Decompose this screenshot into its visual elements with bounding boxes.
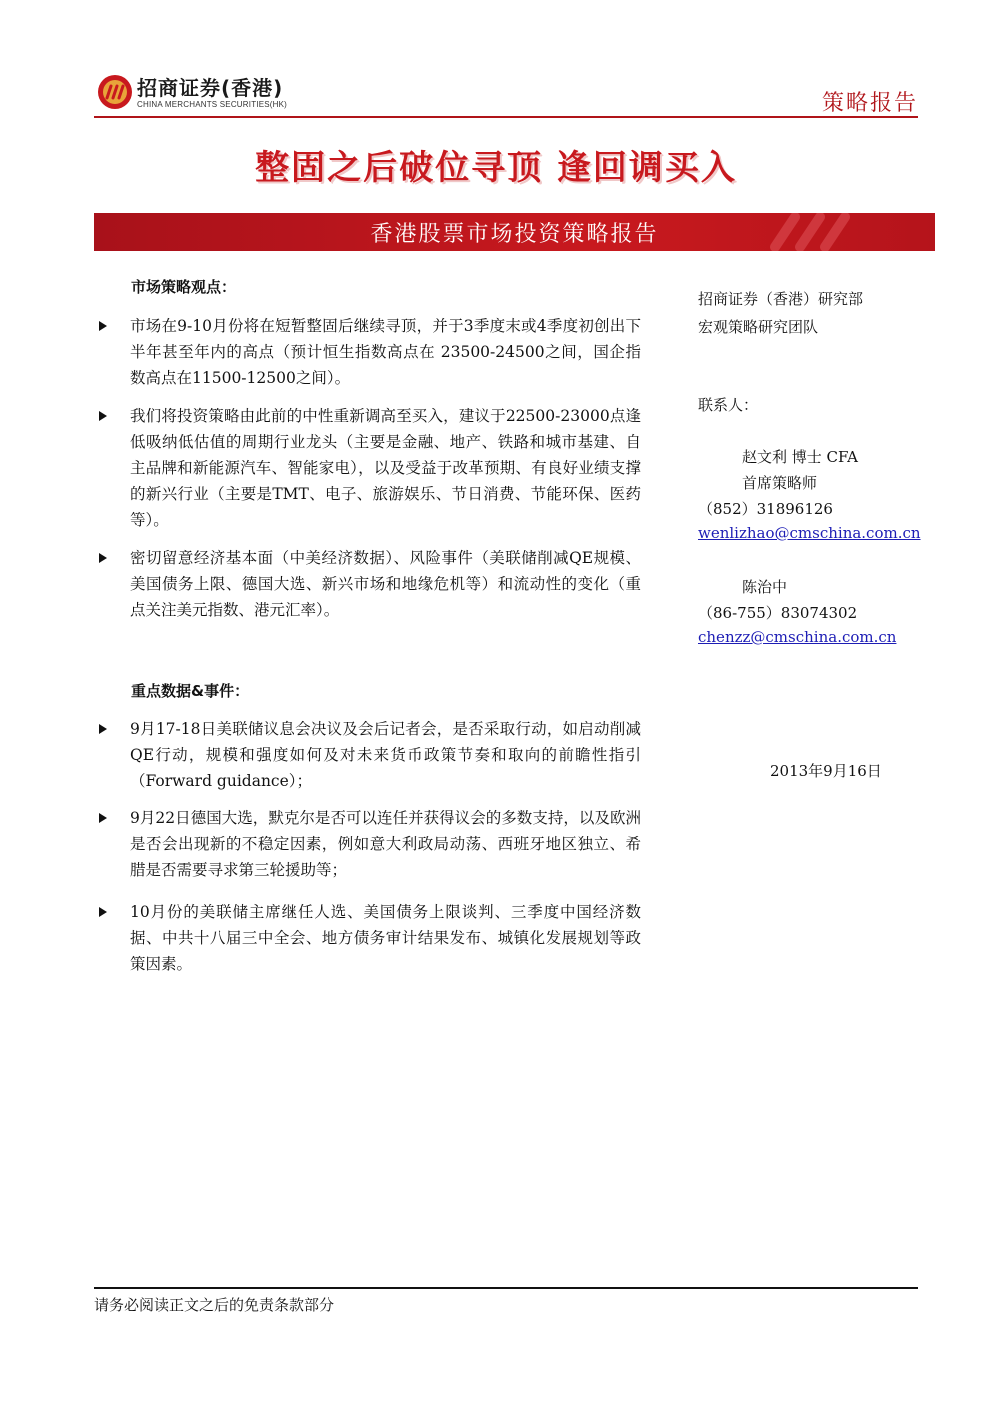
report-title: 整固之后破位寻顶 逢回调买入 — [255, 148, 737, 188]
document-type-label: 策略报告 — [821, 91, 918, 116]
list-item — [96, 716, 641, 796]
list-item — [96, 899, 641, 979]
contact-name: 赵文利 博士 CFA — [742, 448, 858, 466]
contact-label: 联系人： — [698, 396, 759, 414]
subtitle-banner — [94, 213, 935, 251]
contact-email-link[interactable]: chenzz@cmschina.com.cn — [698, 628, 897, 646]
bullet-arrow-icon — [96, 805, 110, 831]
bullet-arrow-icon — [96, 716, 110, 742]
contact-phone: （86-755）83074302 — [698, 604, 858, 622]
logo-chinese-name: 招商证券(香港) — [137, 76, 284, 100]
disclaimer-text: 请务必阅读正文之后的免责条款部分 — [94, 1296, 335, 1314]
section-heading-strategy: 市场策略观点： — [131, 278, 237, 296]
list-item — [96, 545, 641, 625]
footer-divider — [94, 1287, 918, 1289]
list-item — [96, 313, 641, 393]
section-heading-events: 重点数据&事件： — [131, 682, 250, 700]
bullet-arrow-icon — [96, 545, 110, 571]
header-divider — [94, 116, 918, 118]
banner-text: 香港股票市场投资策略报告 — [370, 222, 659, 247]
bullet-arrow-icon — [96, 403, 110, 429]
contact-phone: （852）31896126 — [698, 500, 833, 518]
list-item-text: 密切留意经济基本面（中美经济数据）、风险事件（美联储削减QE规模、美国债务上限、德国大选、新兴市场和地缘危机等）和流动性的变化（重点关注美元指数、港元汇率）。 — [130, 549, 641, 619]
logo-english-name: CHINA MERCHANTS SECURITIES(HK) — [137, 100, 288, 109]
list-item-text: 9月22日德国大选，默克尔是否可以连任并获得议会的多数支持，以及欧洲是否会出现新的不稳定因素，例如意大利政局动荡、西班牙地区独立、希腊是否需要寻求第三轮援助等； — [130, 809, 641, 879]
bullet-arrow-icon — [96, 313, 110, 339]
company-logo — [97, 72, 327, 116]
contact-title: 首席策略师 — [742, 474, 818, 492]
list-item-text: 我们将投资策略由此前的中性重新调高至买入，建议于22500-23000点逢低吸纳低估值的周期行业龙头（主要是金融、地产、铁路和城市基建、自主品牌和新能源汽车、智能家电），以及受益于改革预期、有良好业绩支撑的新兴行业（主要是TMT、电子、旅游娱乐、节日消费、节能环保、医药等）。 — [130, 407, 641, 529]
logo-mark-icon — [97, 74, 133, 110]
contact-email-link[interactable]: wenlizhao@cmschina.com.cn — [698, 524, 921, 542]
list-item-text: 市场在9-10月份将在短暂整固后继续寻顶，并于3季度末或4季度初创出下半年甚至年内的高点（预计恒生指数高点在 23500-24500之间，国企指数高点在11500-12500之间）。 — [130, 317, 641, 387]
report-date: 2013年9月16日 — [770, 762, 882, 780]
list-item-text: 9月17-18日美联储议息会决议及会后记者会，是否采取行动，如启动削减QE行动，规模和强度如何及对未来货币政策节奏和取向的前瞻性指引（Forward guidance）； — [130, 720, 641, 790]
list-item — [96, 805, 641, 885]
contact-name: 陈治中 — [742, 578, 788, 596]
bullet-arrow-icon — [96, 899, 110, 925]
list-item — [96, 403, 641, 529]
research-team: 宏观策略研究团队 — [698, 318, 819, 336]
list-item-text: 10月份的美联储主席继任人选、美国债务上限谈判、三季度中国经济数据、中共十八届三中全会、地方债务审计结果发布、城镇化发展规划等政策因素。 — [130, 903, 641, 973]
research-org: 招商证券（香港）研究部 — [698, 290, 864, 308]
